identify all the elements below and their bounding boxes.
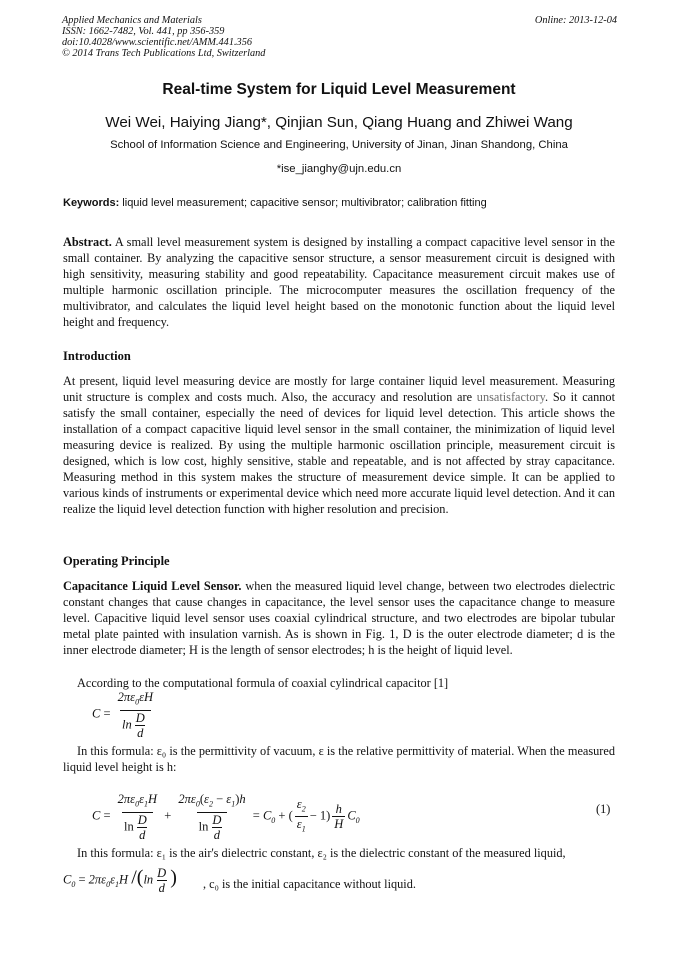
keywords-label: Keywords: <box>63 197 120 209</box>
online-date: Online: 2013-12-04 <box>534 15 617 26</box>
equation-number: (1) <box>596 802 611 816</box>
sensor-text: when the measured liquid level change, between two electrodes dielectric constant changes that cause changes in capacitance, the level sensor uses the capacitance change to measure level. Capacitive liquid level sensor uses coaxial cylindrical structure, and two electrodes are bipolar tubular metal plate painted with insulation varnish. As is shown in Fig. 1, D is the outer electrode diameter; d is the inner electrode diameter; H is the length of sensor electrodes; h is the height of liquid level. <box>63 579 615 657</box>
formula-intro-paragraph: According to the computational formula of coaxial cylindrical capacitor [1] <box>77 676 449 690</box>
keywords-text: liquid level measurement; capacitive sensor; multivibrator; calibration fitting <box>119 197 487 209</box>
issn-line: ISSN: 1662-7482, Vol. 441, pp 356-359 <box>62 26 225 37</box>
initial-capacitance-text: , c₀ is the initial capacitance without liquid. <box>203 877 416 891</box>
intro-text-a: At present, liquid level measuring device are mostly for large container liquid level measurement. Measuring unit structure is complex and costs much. Also, the accuracy and resolution are <box>63 374 615 404</box>
doi-line[interactable]: doi:10.4028/www.scientific.net/AMM.441.356 <box>62 37 252 48</box>
intro-text-b: . So it cannot satisfy the small container, especially the need of devices for liquid level detection. This article shows the installation of a compact capacitive liquid level sensor in the small container, the minimization of liquid level measuring device is realized. By using the multiple harmonic oscillation principle, measurement circuit is designed, which is low cost, highly sensitive, stable and repeatable, and is not affected by stray capacitance. Measuring method in this system makes the structure of measurement device simple. It can be applied to various kinds of instruments or experimental device which need more accurate liquid level detection. And it can realize the liquid level detection function with higher resolution and precision. <box>63 390 615 516</box>
keywords <box>63 197 618 209</box>
sensor-subheading: Capacitance Liquid Level Sensor. <box>63 579 242 593</box>
formula-explanation-paragraph: In this formula: ε₀ is the permittivity of vacuum, ε is the relative permittivity of material. When the measured liquid level height is h: <box>63 744 615 774</box>
affiliation: School of Information Science and Engineering, University of Jinan, Jinan Shandong, China <box>110 139 568 151</box>
copyright-line: © 2014 Trans Tech Publications Ltd, Switzerland <box>62 48 266 59</box>
introduction-paragraph <box>63 373 615 517</box>
intro-text-grey: unsatisfactory <box>476 390 545 404</box>
section-heading-introduction: Introduction <box>63 349 131 363</box>
sensor-paragraph <box>63 578 615 658</box>
corresponding-email[interactable]: *ise_jianghy@ujn.edu.cn <box>276 163 402 175</box>
equation-initial-capacitance: $C_0 = 2\pi\varepsilon_0\varepsilon_1H$ /(ln $\frac{D}{d}$ ) <box>63 866 177 895</box>
journal-name: Applied Mechanics and Materials <box>62 15 202 26</box>
abstract-text: A small level measurement system is designed by installing a compact capacitive level sensor in the small container. By analyzing the capacitive sensor structure, a sensor measurement circuit is designed with high sensitivity, measuring stability and good repeatability. Capacitance measurement circuit makes use of multiple harmonic oscillation principle. The microcomputer measures the oscillation frequency of the multivibrator, and calculates the liquid level height based on the monotonic function about the liquid level height and frequency. <box>63 235 615 329</box>
dielectric-paragraph: In this formula: ε₁ is the air's dielectric constant, ε₂ is the dielectric constant of the measured liquid, <box>77 846 566 860</box>
initial-capacitance-paragraph <box>203 876 623 892</box>
equation-coaxial-capacitance: C = $2\pi\varepsilon_0\varepsilon H$ ln $\frac{D}{d}$ <box>92 690 154 740</box>
abstract-paragraph <box>63 234 615 330</box>
paper-title: Real-time System for Liquid Level Measurement <box>162 81 516 98</box>
equation-level-capacitance: C = $2\pi\varepsilon_0\varepsilon_1H$ ln $\frac{D}{d}$ + $2\pi\varepsilon_0(\varepsilon_2 - \varepsilon_1)h$ ln $\frac{D}{d}$ = $C_0$ + ( $\frac{\varepsilon_2}{\varepsilon_1}$ − 1) $\frac{h}{H}$ $C_0$ <box>92 792 360 842</box>
journal-header <box>62 15 617 59</box>
abstract-label: Abstract. <box>63 235 112 249</box>
author-list: Wei Wei, Haiying Jiang*, Qinjian Sun, Qiang Huang and Zhiwei Wang <box>105 114 573 131</box>
section-heading-operating-principle: Operating Principle <box>63 554 170 568</box>
